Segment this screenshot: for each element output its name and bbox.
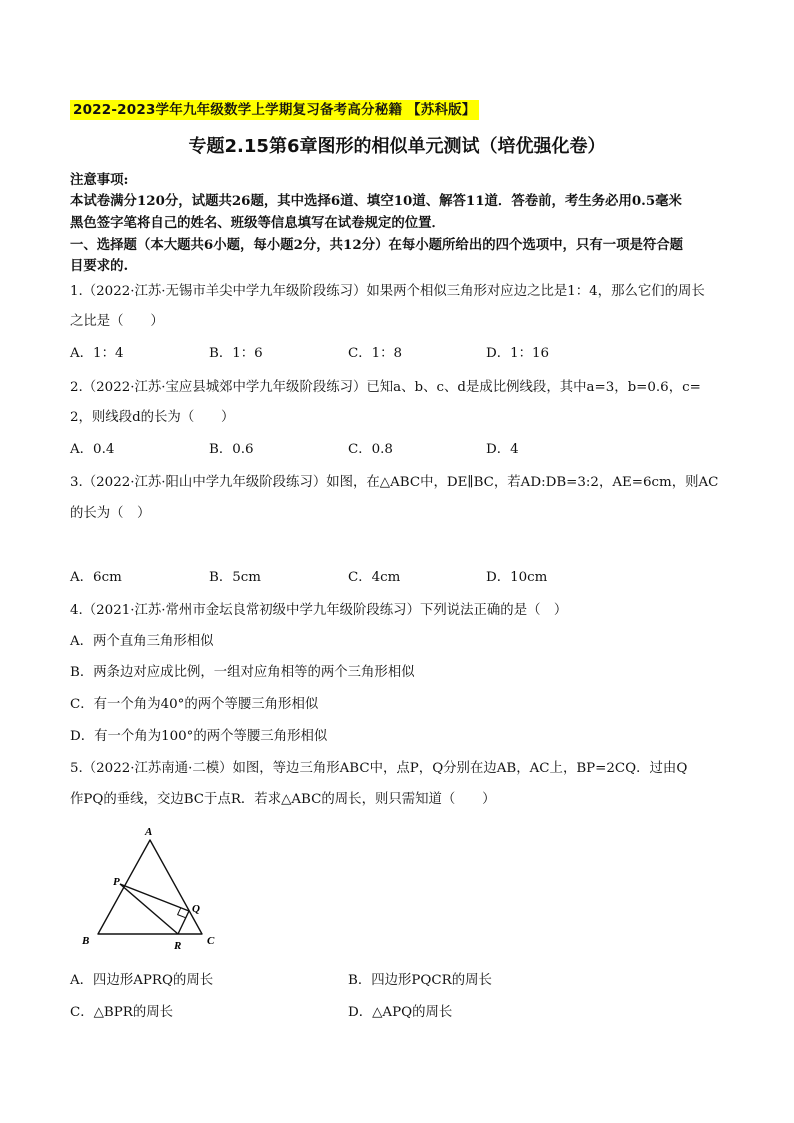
question-1-line-1: 1.（2022·江苏·无锡市羊尖中学九年级阶段练习）如果两个相似三角形对应边之比是1：4，那么它们的周长: [70, 284, 705, 299]
section-heading-line-2: 目要求的.: [70, 258, 129, 274]
question-4-option-c: C．有一个角为40°的两个等腰三角形相似: [70, 697, 319, 712]
label-q: Q: [192, 903, 200, 915]
question-4-option-d: D．有一个角为100°的两个等腰三角形相似: [70, 729, 328, 744]
question-2-line-2: 2，则线段d的长为（ ）: [70, 410, 235, 425]
question-5-option-a: A．四边形APRQ的周长: [70, 973, 214, 988]
question-1-option-c: C．1：8: [348, 346, 403, 361]
section-heading-line-1: 一、选择题（本大题共6小题，每小题2分，共12分）在每小题所给出的四个选项中，只有一项是符合题: [70, 237, 684, 253]
question-5-option-d: D．△APQ的周长: [348, 1005, 453, 1020]
question-4-line-1: 4.（2021·江苏·常州市金坛良常初级中学九年级阶段练习）下列说法正确的是（ ）: [70, 603, 568, 618]
question-1-option-d: D．1：16: [486, 346, 550, 361]
segment-qr: [178, 911, 189, 934]
label-p: P: [113, 876, 120, 888]
question-5-option-c: C．△BPR的周长: [70, 1005, 174, 1020]
notice-line-2: 黑色签字笔将自己的姓名、班级等信息填写在试卷规定的位置．: [70, 215, 445, 231]
question-3-line-2: 的长为（ ）: [70, 506, 151, 521]
question-2-option-b: B．0.6: [209, 442, 254, 457]
question-2-option-c: C．0.8: [348, 442, 393, 457]
label-b: B: [82, 935, 90, 947]
segment-pr: [120, 884, 178, 934]
segment-pq: [120, 884, 189, 911]
question-4-option-a: A．两个直角三角形相似: [70, 634, 214, 649]
question-3-option-c: C．4cm: [348, 570, 401, 585]
question-5-option-b: B．四边形PQCR的周长: [348, 973, 492, 988]
question-2-option-d: D．4: [486, 442, 519, 457]
question-1-option-a: A．1：4: [70, 346, 124, 361]
label-r: R: [174, 940, 182, 952]
question-2-option-a: A．0.4: [70, 442, 115, 457]
question-2-line-1: 2.（2022·江苏·宝应县城郊中学九年级阶段练习）已知a、b、c、d是成比例线段，其中a=3，b=0.6，c=: [70, 380, 701, 395]
question-4-option-b: B．两条边对应成比例，一组对应角相等的两个三角形相似: [70, 665, 415, 680]
question-3-option-a: A．6cm: [70, 570, 122, 585]
header-banner: 2022-2023学年九年级数学上学期复习备考高分秘籍 【苏科版】: [70, 100, 479, 120]
notice-line-1: 本试卷满分120分，试题共26题，其中选择6道、填空10道、解答11道．答卷前，考生务必用0.5毫米: [70, 193, 682, 209]
page-title: 专题2.15第6章图形的相似单元测试（培优强化卷）: [188, 136, 606, 157]
triangle-figure: [70, 818, 240, 958]
question-1-line-2: 之比是（ ）: [70, 314, 164, 329]
notice-heading: 注意事项:: [70, 172, 129, 188]
question-5-line-1: 5.（2022·江苏南通·二模）如图，等边三角形ABC中，点P，Q分别在边AB，AC上，BP=2CQ．过由Q: [70, 761, 688, 776]
question-3-line-1: 3.（2022·江苏·阳山中学九年级阶段练习）如图，在△ABC中，DE∥BC，若AD:DB=3:2，AE=6cm，则AC: [70, 475, 719, 490]
label-a: A: [145, 826, 153, 838]
question-3-option-d: D．10cm: [486, 570, 548, 585]
label-c: C: [207, 935, 215, 947]
question-5-line-2: 作PQ的垂线，交边BC于点R．若求△ABC的周长，则只需知道（ ）: [70, 792, 496, 807]
question-1-option-b: B．1：6: [209, 346, 263, 361]
question-3-option-b: B．5cm: [209, 570, 261, 585]
